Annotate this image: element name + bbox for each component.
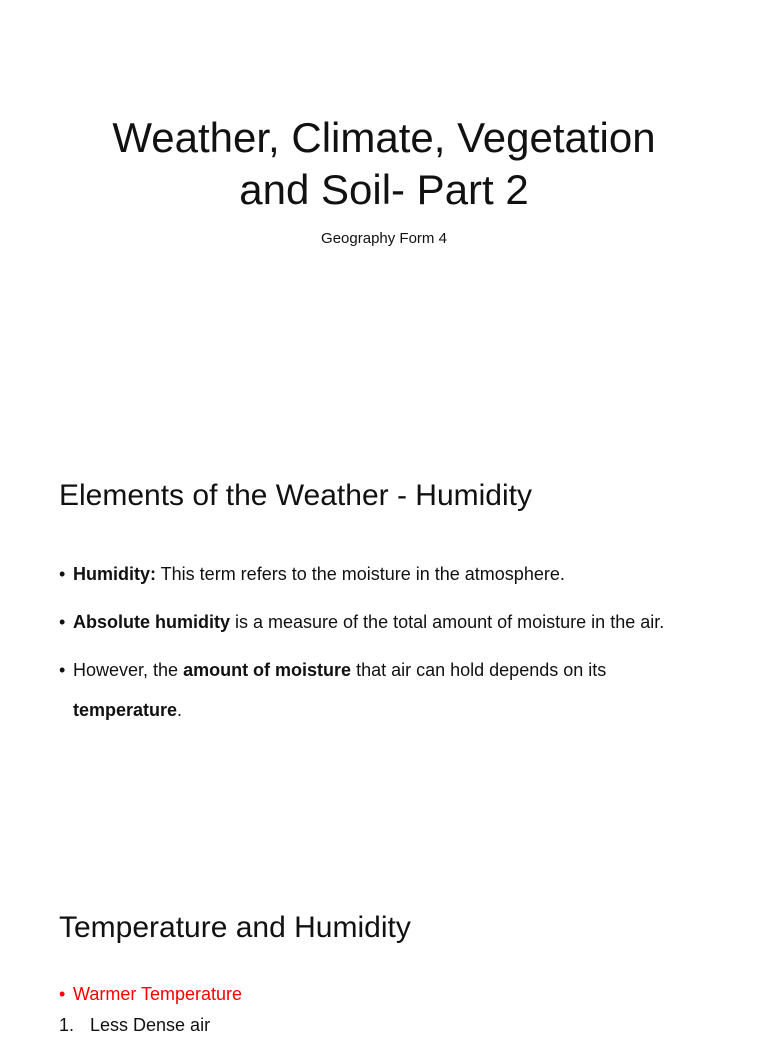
bullet-dot: • [59,984,66,1004]
humidity-slide [0,432,768,864]
slide-heading [59,477,532,515]
title-slide [0,0,768,432]
temperature-humidity-slide [0,864,768,1035]
bullet-dot: • [59,612,66,632]
bullet-list [59,554,699,738]
heading-prefix: Elements of the Weather - [59,479,416,512]
bullet-dot: • [59,564,66,584]
list-item [59,554,699,594]
bold-term: Humidity: [73,564,156,584]
bullet-text: that air can hold depends on its [351,660,607,680]
list-item [59,650,699,730]
bullet-dot: • [59,660,66,680]
bullet-text: Warmer Temperature [73,984,243,1004]
item-text: Less Dense air [90,1015,211,1035]
slide-heading: Temperature and Humidity [59,911,411,944]
presentation-title [0,112,768,216]
bullet-text: This term refers to the moisture in the atmosphere. [156,564,565,584]
bold-term: amount of moisture [183,660,352,680]
bullet-text: However, the [73,660,184,680]
item-number: 1. [59,1015,75,1035]
title-line-1: Weather, Climate, Vegetation [112,114,656,161]
heading-emphasis: Humidity [415,479,532,512]
bold-term: Absolute humidity [73,612,230,632]
bold-term: temperature [73,700,178,720]
numbered-item [59,1007,210,1043]
bullet-text: . [177,700,183,720]
title-line-2: and Soil- Part 2 [239,166,529,213]
bullet-text: is a measure of the total amount of moisture in the air. [230,612,665,632]
presentation-subtitle: Geography Form 4 [321,230,447,247]
list-item [59,602,699,642]
